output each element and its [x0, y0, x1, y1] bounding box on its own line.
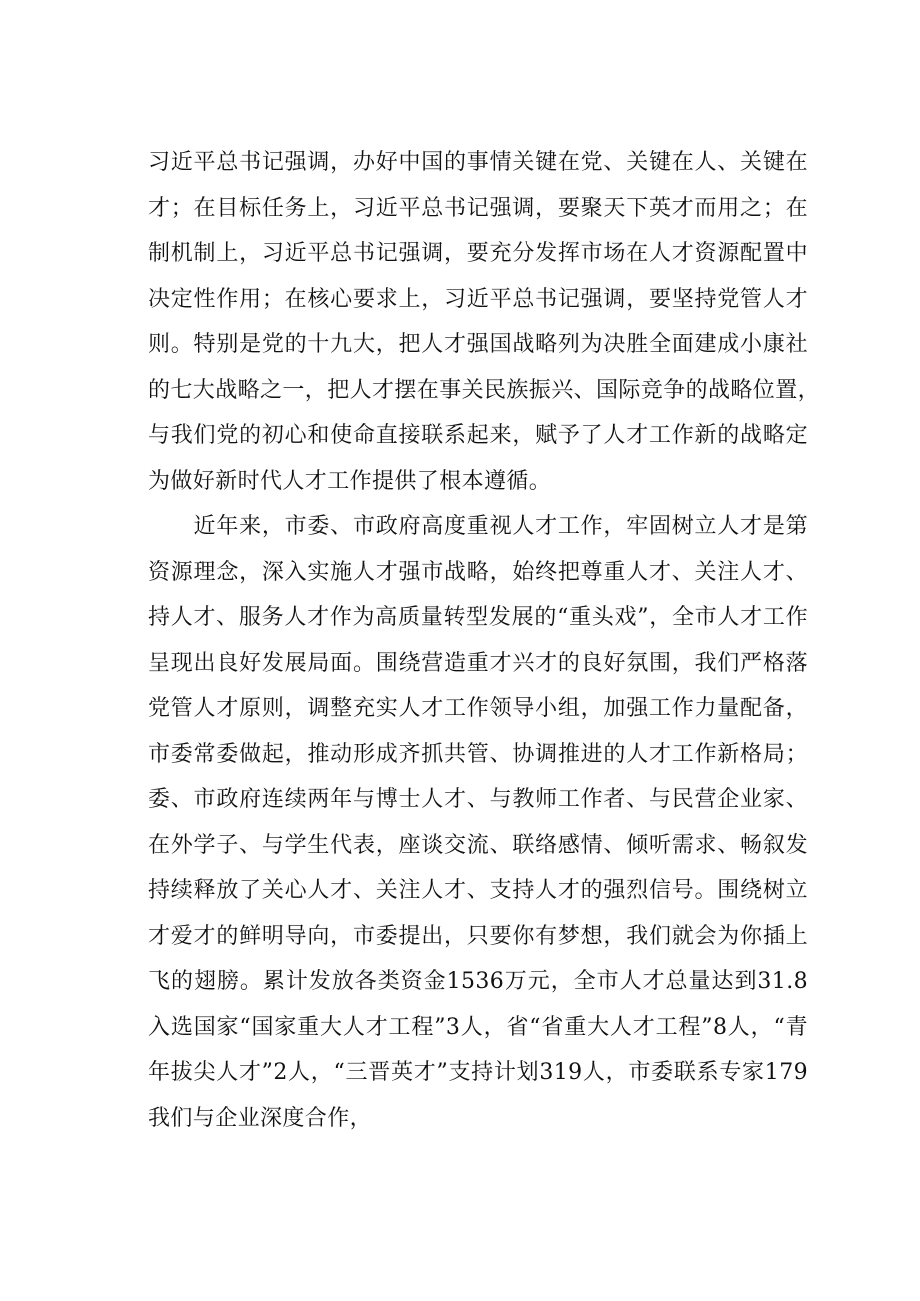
text-line: 则。特别是党的十九大，把人才强国战略列为决胜全面建成小康社 — [148, 332, 808, 357]
text-line: 飞的翅膀。累计发放各类资金1536万元，全市人才总量达到31.8 — [148, 969, 808, 994]
text-line: 习近平总书记强调，办好中国的事情关键在党、关键在人、关键在 — [148, 150, 808, 175]
paragraph-1 — [148, 140, 821, 504]
paragraph-2 — [148, 504, 808, 1141]
text-line: 市委常委做起，推动形成齐抓共管、协调推进的人才工作新格局； — [148, 741, 808, 767]
text-line: 委、市政府连续两年与博士人才、与教师工作者、与民营企业家、 — [148, 787, 808, 812]
text-line: 呈现出良好发展局面。围绕营造重才兴才的良好氛围，我们严格落 — [148, 650, 808, 676]
text-line: 我们与企业深度合作， — [148, 1105, 373, 1131]
text-line: 才；在目标任务上，习近平总书记强调，要聚天下英才而用之；在 — [148, 195, 808, 221]
text-line: 为做好新时代人才工作提供了根本遵循。 — [148, 468, 552, 494]
text-line: 资源理念，深入实施人才强市战略，始终把尊重人才、关注人才、 — [148, 559, 808, 585]
text-line: 在外学子、与学生代表，座谈交流、联络感情、倾听需求、畅叙发 — [148, 832, 808, 858]
document-body — [148, 140, 821, 1141]
text-line: 近年来，市委、市政府高度重视人才工作，牢固树立人才是第 — [193, 514, 808, 539]
text-line: 的七大战略之一，把人才摆在事关民族振兴、国际竞争的战略位置， — [148, 377, 821, 403]
text-line: 入选国家“国家重大人才工程”3人，省“省重大人才工程”8人，“青 — [148, 1014, 808, 1040]
text-line: 持续释放了关心人才、关注人才、支持人才的强烈信号。围绕树立 — [148, 878, 808, 903]
text-line: 年拔尖人才”2人，“三晋英才”支持计划319人，市委联系专家179 — [148, 1060, 808, 1085]
text-line: 才爱才的鲜明导向，市委提出，只要你有梦想，我们就会为你插上 — [148, 923, 808, 949]
text-line: 与我们党的初心和使命直接联系起来，赋予了人才工作新的战略定 — [148, 423, 808, 448]
text-line: 决定性作用；在核心要求上，习近平总书记强调，要坚持党管人才 — [148, 286, 808, 312]
text-line: 党管人才原则，调整充实人才工作领导小组，加强工作力量配备， — [148, 696, 808, 721]
text-line: 制机制上，习近平总书记强调，要充分发挥市场在人才资源配置中 — [148, 241, 808, 266]
text-line: 持人才、服务人才作为高质量转型发展的“重头戏”，全市人才工作 — [148, 605, 808, 630]
